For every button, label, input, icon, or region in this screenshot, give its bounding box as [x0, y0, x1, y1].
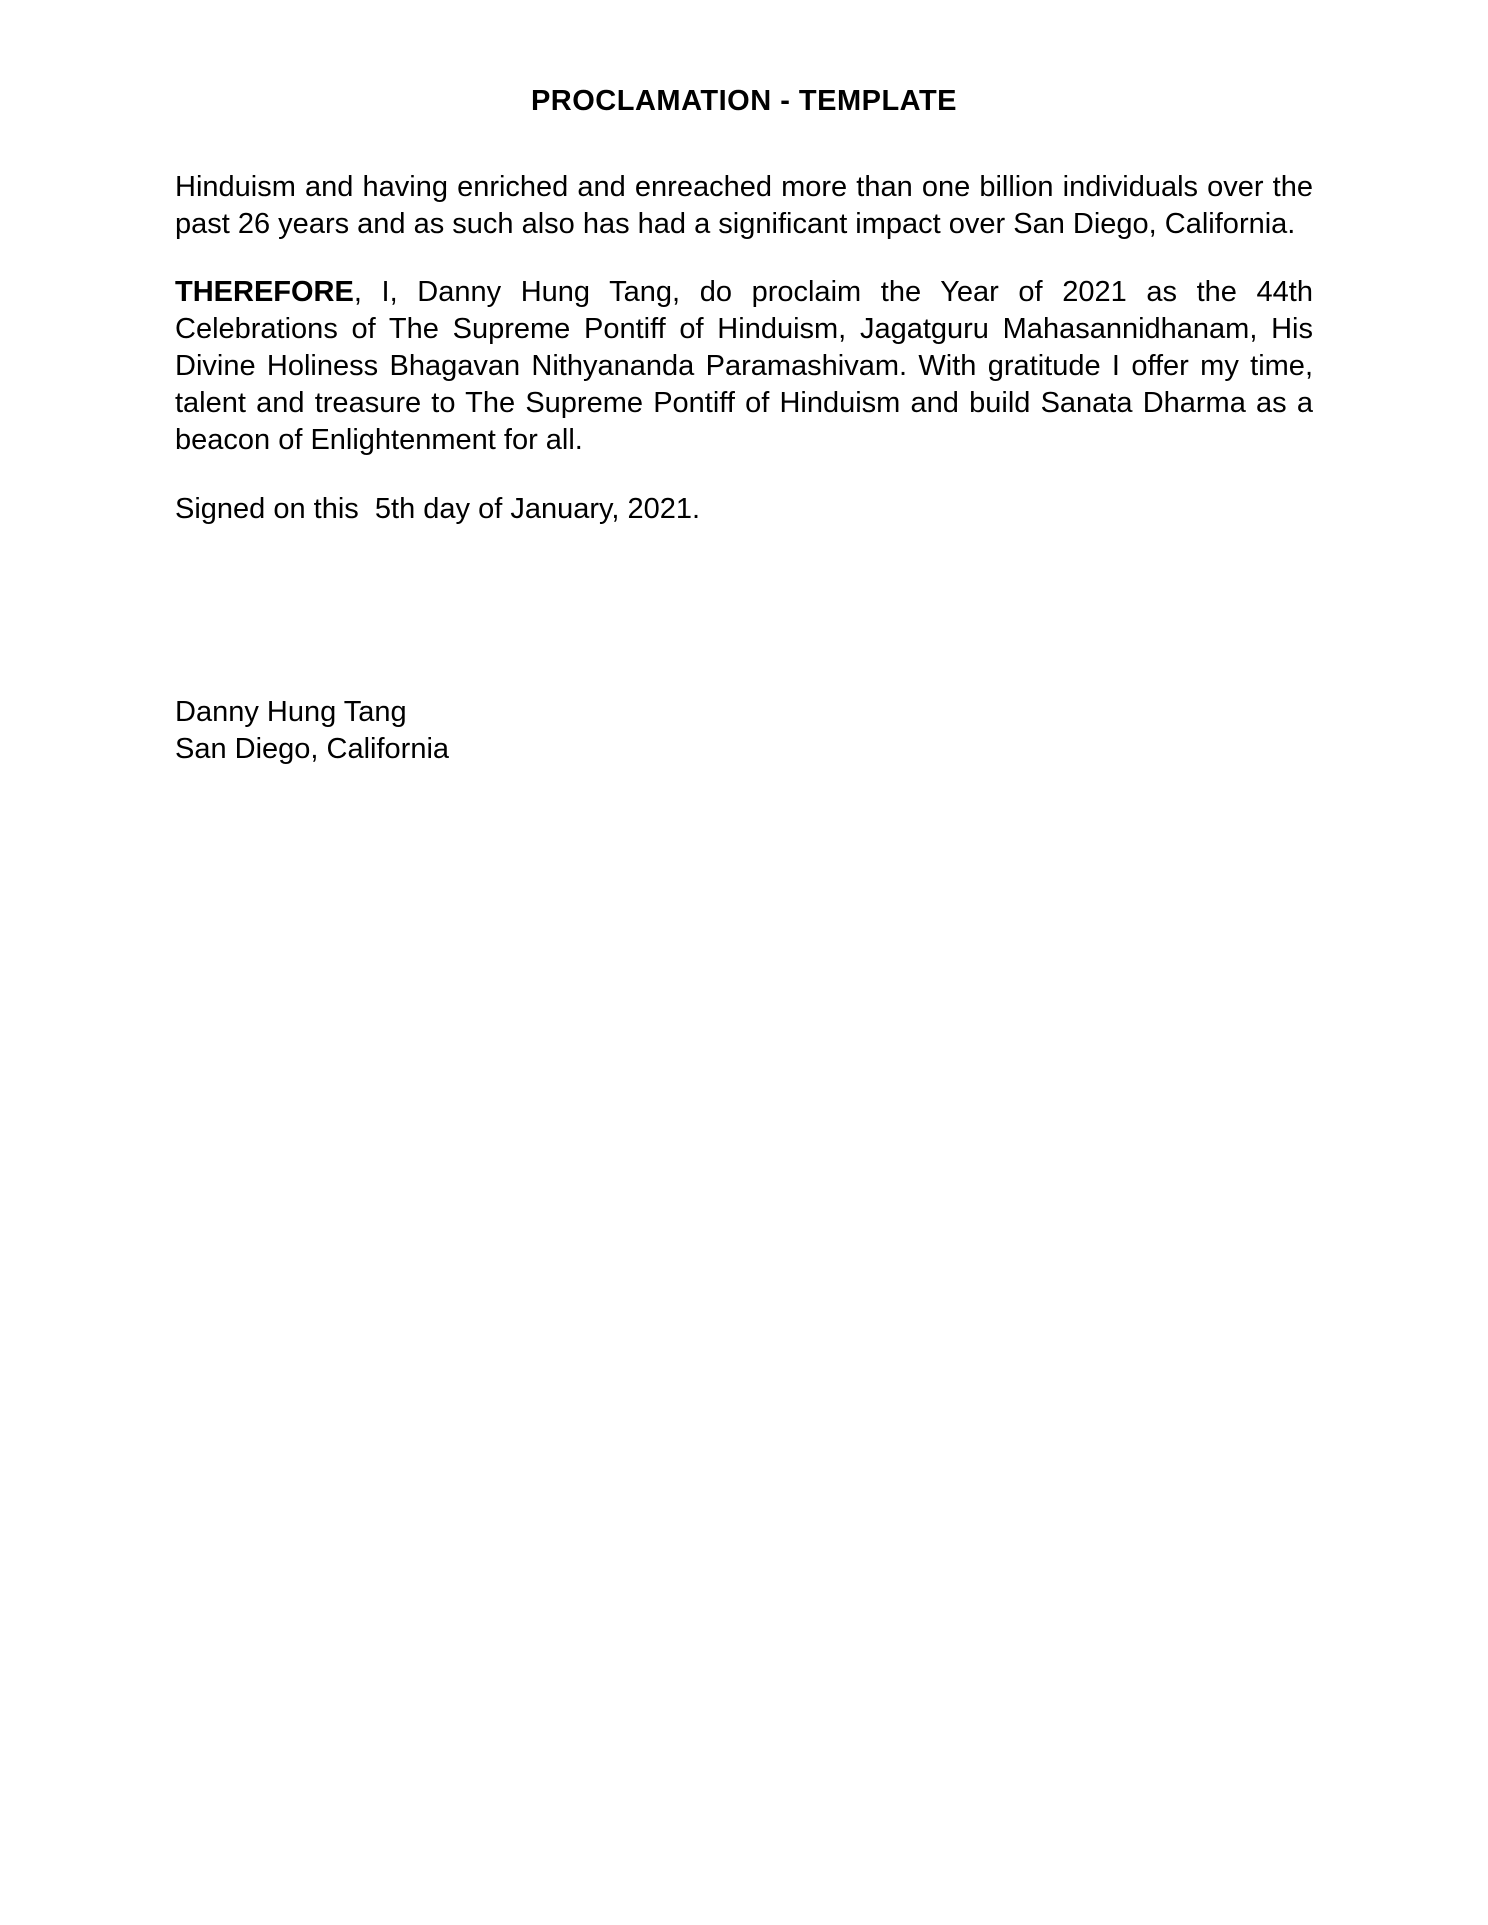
therefore-bold-text: THEREFORE	[175, 276, 354, 308]
paragraph-hinduism-impact: Hinduism and having enriched and enreached more than one billion individuals over the past 26 years and as such also has had a significant impact over San Diego, California.	[175, 171, 1313, 240]
document-title: PROCLAMATION - TEMPLATE	[530, 85, 958, 117]
signature-name: Danny Hung Tang	[175, 696, 407, 728]
paragraph-therefore-proclamation	[175, 274, 1313, 459]
signature-block	[175, 694, 1313, 768]
signed-date-line: Signed on this 5th day of January, 2021.	[175, 493, 701, 525]
therefore-body-text: , I, Danny Hung Tang, do proclaim the Year of 2021 as the 44th Celebrations of The Supreme Pontiff of Hinduism, Jagatguru Mahasannidhanam, His Divine Holiness Bhagavan Nithyananda Paramashivam. With gratitude I offer my time, talent and treasure to The Supreme Pontiff of Hinduism and build Sanata Dharma as a beacon of Enlightenment for all.	[175, 276, 1313, 456]
signature-location: San Diego, California	[175, 733, 450, 765]
